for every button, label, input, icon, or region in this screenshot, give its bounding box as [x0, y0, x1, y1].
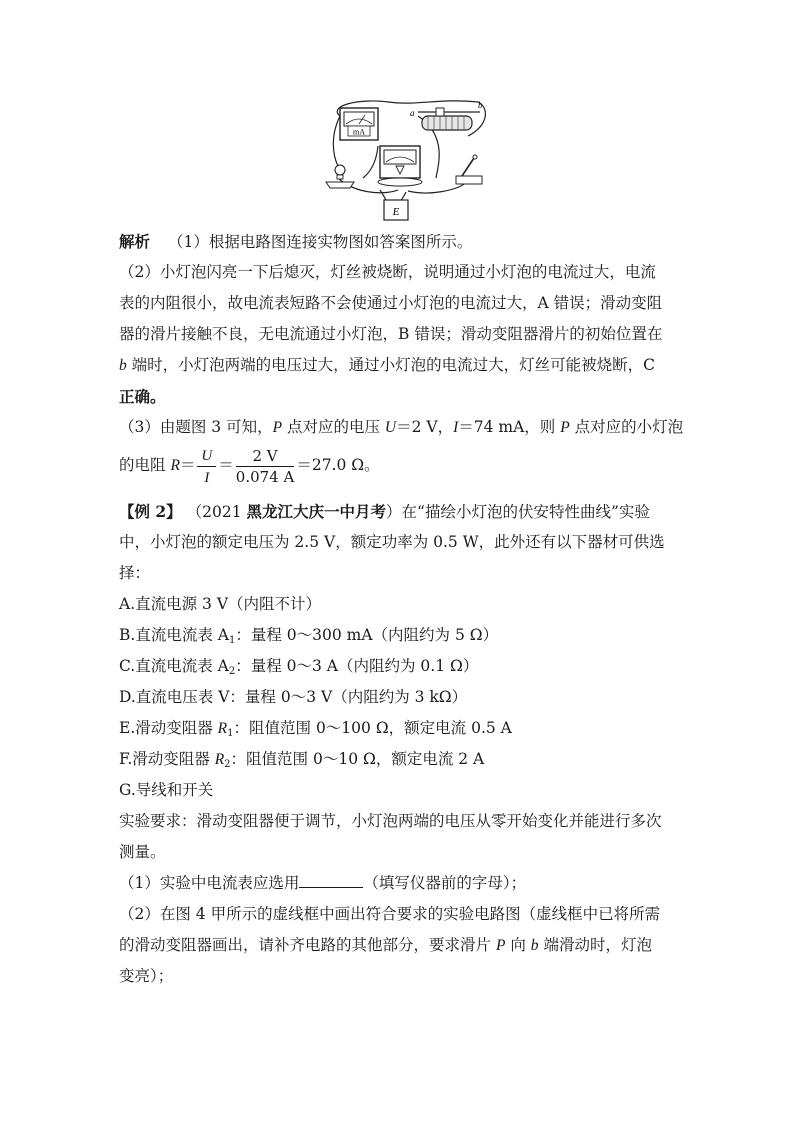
variable-b: b [530, 937, 539, 954]
subscript: 1 [228, 635, 236, 646]
solution-part-3-text: 的电阻 [119, 456, 171, 474]
question-1-text: （1）实验中电流表应选用 [119, 874, 300, 892]
option-text: ：阻值范围 0～100 Ω，额定电流 0.5 A [233, 719, 512, 737]
solution-part-3-text: （3）由题图 3 可知， [119, 418, 273, 436]
answer-blank[interactable] [299, 869, 363, 888]
option-B [119, 620, 679, 651]
solution-section [119, 226, 684, 487]
resistance-formula: 的电阻 R＝ $\frac{U}{I}$ ＝ $\frac{2 V}{0.074 A}$ ＝27.0 Ω。 [119, 446, 380, 486]
option-text: ：阻值范围 0～10 Ω，额定电流 2 A [230, 750, 485, 768]
solution-part-2-line: （2）小灯泡闪亮一下后熄灭，灯丝被烧断，说明通过小灯泡的电流过大，电流 [119, 263, 656, 281]
solution-part-2-line: 端时，小灯泡两端的电压过大，通过小灯泡的电流过大，灯丝可能被烧断，C [126, 356, 656, 374]
solution-part-3-text: ＝2 V， [396, 418, 454, 436]
subscript: 2 [224, 759, 231, 770]
example-text-line: 择： [119, 564, 151, 582]
solution-part-1: （1）根据电路图连接实物图如答案图所示。 [168, 233, 473, 251]
requirement-line: 实验要求：滑动变阻器便于调节，小灯泡两端的电压从零开始变化并能进行多次 [119, 812, 662, 830]
svg-text:a: a [410, 108, 415, 118]
option-text: C.直流电流表 A [119, 657, 229, 675]
option-E [119, 713, 679, 744]
variable-P: P [272, 419, 283, 436]
svg-text:E: E [392, 206, 400, 218]
question-2-line: 变亮）； [119, 967, 174, 985]
option-F [119, 744, 679, 775]
solution-part-2-line: 正确。 [119, 387, 166, 406]
option-text: B.直流电流表 A [119, 626, 229, 644]
battery-icon [384, 200, 408, 220]
fraction-numerator: 2 V [236, 446, 295, 467]
formula-result: ＝27.0 Ω。 [296, 456, 380, 474]
variable-I: I [453, 419, 459, 436]
milliammeter-icon [340, 108, 378, 140]
question-2-line: 端滑动时，灯泡 [538, 936, 652, 954]
variable-P: P [560, 419, 570, 436]
variable-b: b [119, 357, 127, 374]
option-text: ：量程 0～3 A（内阻约为 0.1 Ω） [235, 657, 479, 675]
option-text: ：量程 0～300 mA（内阻约为 5 Ω） [235, 626, 499, 644]
example-source: （2021 [186, 503, 247, 521]
option-C [119, 651, 679, 682]
question-1-text: （填写仪器前的字母）； [363, 874, 527, 892]
option-A: A.直流电源 3 V（内阻不计） [119, 595, 322, 613]
solution-part-3-text: 点对应的电压 [282, 418, 385, 436]
svg-text:mA: mA [353, 127, 365, 137]
example-section [119, 496, 679, 992]
rheostat-icon [410, 100, 483, 130]
option-D: D.直流电压表 V：量程 0～3 V（内阻约为 3 kΩ） [119, 688, 468, 706]
variable-R: R [214, 751, 225, 768]
subscript: 2 [228, 666, 236, 677]
fraction-denominator: I [204, 469, 210, 486]
example-source: ）在“描绘小灯泡的伏安特性曲线”实验 [386, 503, 650, 521]
question-2-line: 的滑动变阻器画出，请补齐电路的其他部分，要求滑片 [119, 936, 496, 954]
subscript: 1 [227, 728, 234, 739]
voltmeter-icon [378, 146, 422, 186]
example-label: 【例 2】 [119, 502, 182, 521]
circuit-figure [318, 96, 498, 226]
variable-P: P [495, 937, 506, 954]
solution-part-3-text: ＝74 mA，则 [458, 418, 561, 436]
fraction-values [236, 446, 295, 487]
fraction-denominator: 0.074 A [235, 467, 295, 486]
solution-part-2-line: 表的内阻很小，故电流表短路不会使通过小灯泡的电流过大，A 错误；滑动变阻 [119, 294, 663, 312]
question-2-line: （2）在图 4 甲所示的虚线框中画出符合要求的实验电路图（虚线框中已将所需 [119, 905, 661, 923]
example-source-name: 黑龙江大庆一中月考 [246, 502, 387, 521]
variable-R: R [217, 720, 228, 737]
option-G: G.导线和开关 [119, 781, 214, 799]
example-text-line: 中，小灯泡的额定电压为 2.5 V，额定功率为 0.5 W，此外还有以下器材可供选 [119, 533, 665, 551]
light-bulb-icon [326, 165, 354, 188]
solution-label: 解析 [119, 232, 151, 251]
option-text: F.滑动变阻器 [119, 750, 215, 768]
solution-part-3-text: 点对应的小灯泡 [569, 418, 684, 436]
solution-part-2-line: 器的滑片接触不良，无电流通过小灯泡，B 错误；滑动变阻器滑片的初始位置在 [119, 325, 663, 343]
svg-text:b: b [478, 100, 483, 110]
requirement-line: 测量。 [119, 843, 166, 861]
option-text: E.滑动变阻器 [119, 719, 218, 737]
fraction-u-over-i [197, 445, 216, 488]
switch-icon [456, 155, 482, 184]
variable-U: U [384, 419, 397, 436]
question-2-line: 向 [505, 936, 531, 954]
variable-R: R [170, 457, 180, 474]
fraction-numerator: U [201, 447, 213, 464]
